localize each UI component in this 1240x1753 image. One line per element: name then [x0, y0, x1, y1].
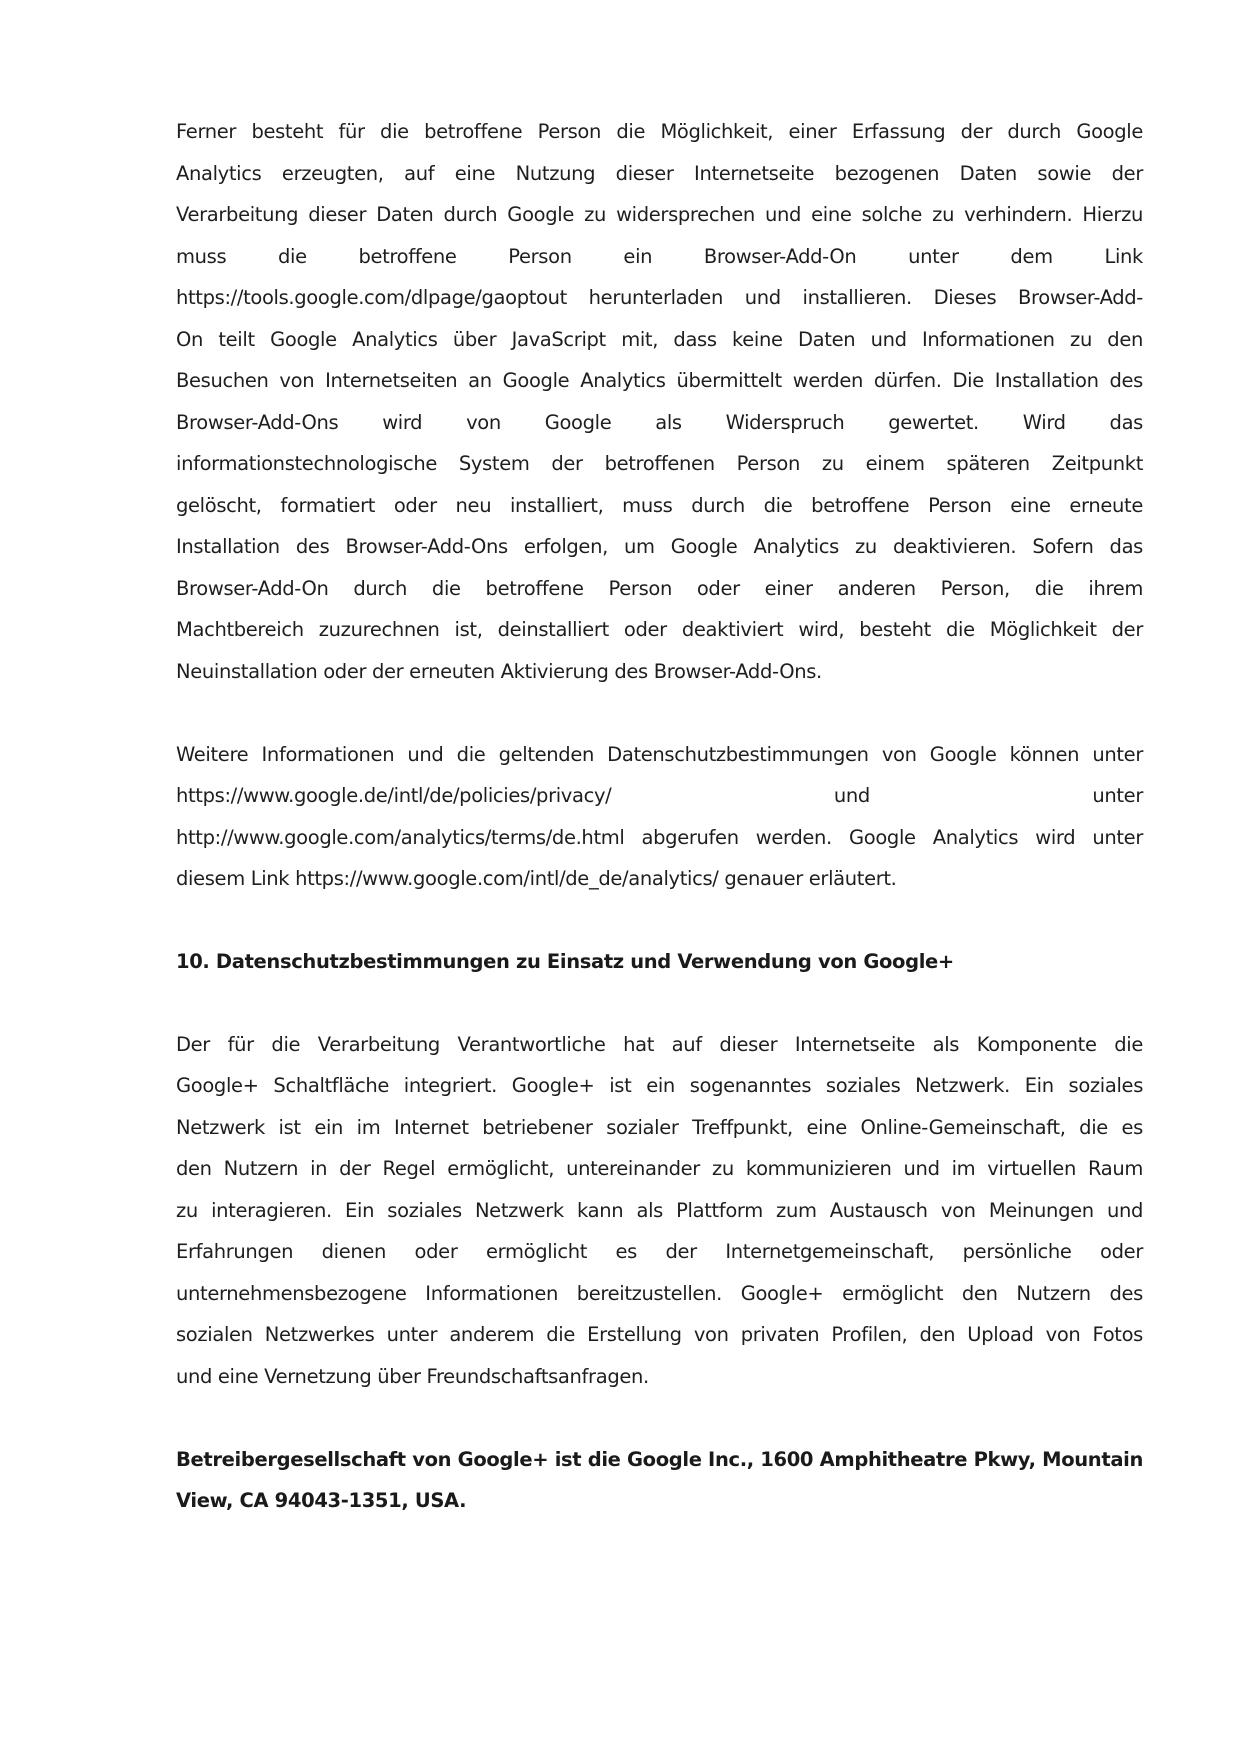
text-line: gelöscht, formatiert oder neu installiert, muss durch die betroffene Person eine erneute	[176, 494, 1143, 517]
text-line: unternehmensbezogene Informationen bereitzustellen. Google+ ermöglicht den Nutzern des	[176, 1282, 1143, 1305]
text-line: muss die betroffene Person ein Browser-Add-On unter dem Link	[176, 245, 1143, 268]
text-line-with-link[interactable]: diesem Link https://www.google.com/intl/de_de/analytics/ genauer erläutert.	[176, 867, 897, 890]
text-line: Verarbeitung dieser Daten durch Google zu widersprechen und eine solche zu verhindern. Hierzu	[176, 203, 1143, 226]
text-line: und eine Vernetzung über Freundschaftsanfragen.	[176, 1365, 649, 1388]
text-line-with-link[interactable]: https://www.google.de/intl/de/policies/privacy/ und unter	[176, 784, 1143, 807]
text-line: Ferner besteht für die betroffene Person die Möglichkeit, einer Erfassung der durch Google	[176, 120, 1143, 143]
text-line: Browser-Add-On durch die betroffene Person oder einer anderen Person, die ihrem	[176, 577, 1143, 600]
text-line: Der für die Verarbeitung Verantwortliche hat auf dieser Internetseite als Komponente die	[176, 1033, 1143, 1056]
text-line: Browser-Add-Ons wird von Google als Widerspruch gewertet. Wird das	[176, 411, 1143, 434]
text-line: Besuchen von Internetseiten an Google Analytics übermittelt werden dürfen. Die Installation des	[176, 369, 1143, 392]
text-line: Betreibergesellschaft von Google+ ist die Google Inc., 1600 Amphitheatre Pkwy, Mountain	[176, 1448, 1143, 1471]
text-line: sozialen Netzwerkes unter anderem die Erstellung von privaten Profilen, den Upload von Fotos	[176, 1323, 1143, 1346]
text-line-with-link[interactable]: https://tools.google.com/dlpage/gaoptout herunterladen und installieren. Dieses Browser-Add-	[176, 286, 1143, 309]
text-line: Weitere Informationen und die geltenden Datenschutzbestimmungen von Google können unter	[176, 743, 1143, 766]
text-line: informationstechnologische System der betroffenen Person zu einem späteren Zeitpunkt	[176, 452, 1143, 475]
text-line: Installation des Browser-Add-Ons erfolgen, um Google Analytics zu deaktivieren. Sofern das	[176, 535, 1143, 558]
text-line: Neuinstallation oder der erneuten Aktivierung des Browser-Add-Ons.	[176, 660, 822, 683]
text-line: Google+ Schaltfläche integriert. Google+ ist ein sogenanntes soziales Netzwerk. Ein soziales	[176, 1074, 1143, 1097]
text-line: View, CA 94043-1351, USA.	[176, 1489, 467, 1512]
text-line: Analytics erzeugten, auf eine Nutzung dieser Internetseite bezogenen Daten sowie der	[176, 162, 1143, 185]
text-line: Machtbereich zuzurechnen ist, deinstalliert oder deaktiviert wird, besteht die Möglichkeit der	[176, 618, 1143, 641]
text-line: Netzwerk ist ein im Internet betriebener sozialer Treffpunkt, eine Online-Gemeinschaft, die es	[176, 1116, 1143, 1139]
text-line-with-link[interactable]: http://www.google.com/analytics/terms/de.html abgerufen werden. Google Analytics wird unter	[176, 826, 1143, 849]
text-line: Erfahrungen dienen oder ermöglicht es der Internetgemeinschaft, persönliche oder	[176, 1240, 1143, 1263]
text-line: On teilt Google Analytics über JavaScript mit, dass keine Daten und Informationen zu den	[176, 328, 1143, 351]
section-heading: 10. Datenschutzbestimmungen zu Einsatz und Verwendung von Google+	[176, 950, 954, 973]
text-line: den Nutzern in der Regel ermöglicht, untereinander zu kommunizieren und im virtuellen Raum	[176, 1157, 1143, 1180]
text-line: zu interagieren. Ein soziales Netzwerk kann als Plattform zum Austausch von Meinungen und	[176, 1199, 1143, 1222]
